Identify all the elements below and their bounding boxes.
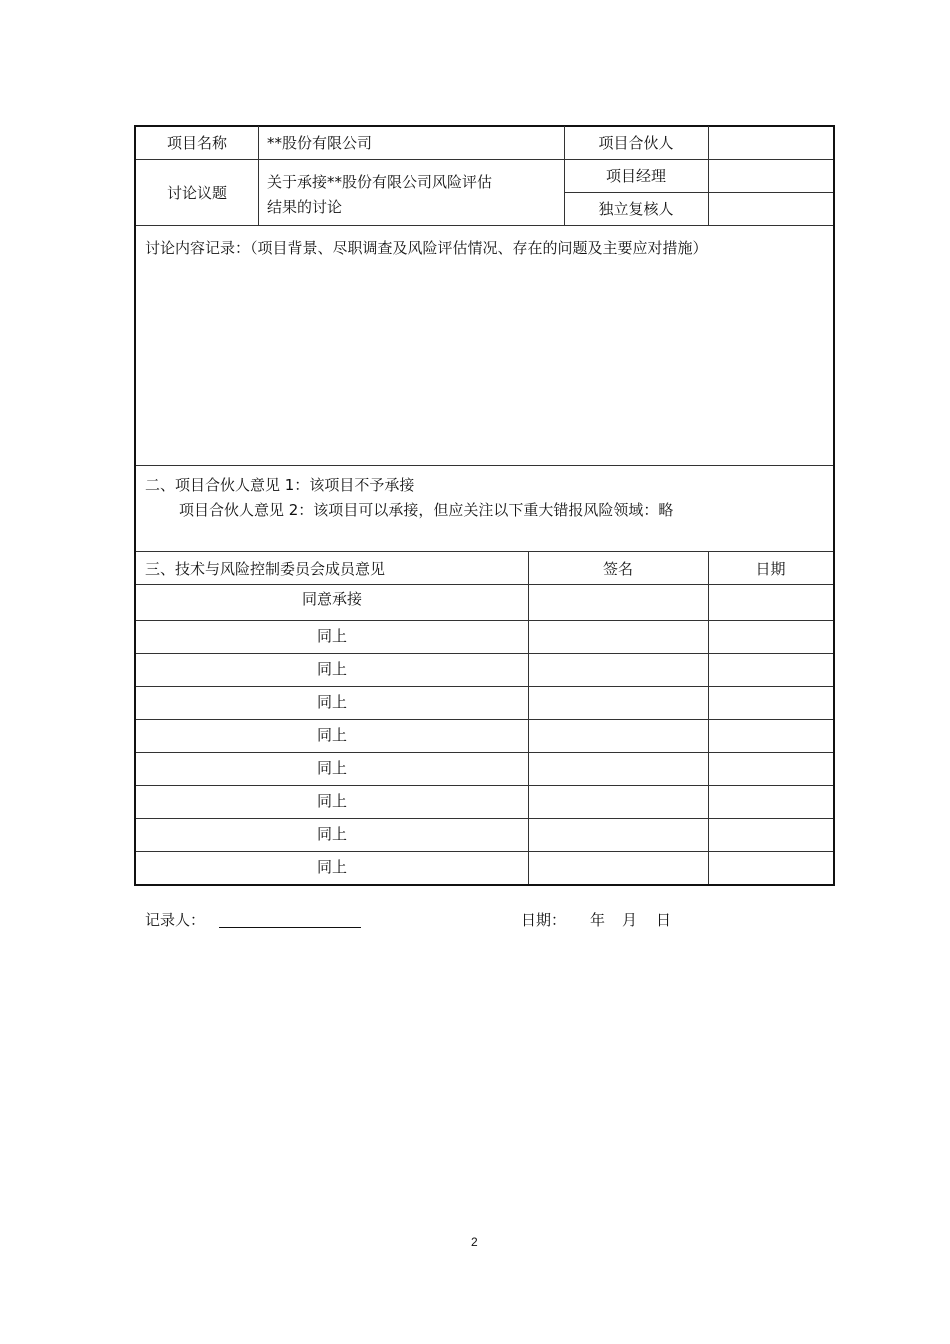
grid-line: [708, 126, 709, 226]
grid-line: [564, 192, 833, 193]
topic-value-line1: 关于承接**股份有限公司风险评估: [267, 173, 493, 191]
committee-date[interactable]: [716, 857, 826, 877]
grid-line: [136, 465, 833, 466]
committee-date[interactable]: [716, 791, 826, 811]
signature-header: 签名: [602, 560, 633, 578]
project-name-value: **股份有限公司: [267, 134, 373, 152]
committee-opinion: 同意承接: [301, 590, 362, 608]
committee-date[interactable]: [716, 824, 826, 844]
committee-opinion: 同上: [316, 759, 347, 777]
committee-opinion: 同上: [316, 858, 347, 876]
committee-signature[interactable]: [536, 659, 700, 679]
recorder-underline: [219, 927, 361, 928]
grid-line: [136, 785, 833, 786]
grid-line: [136, 686, 833, 687]
partner-label: 项目合伙人: [598, 134, 674, 152]
committee-opinion: 同上: [316, 792, 347, 810]
grid-line: [136, 653, 833, 654]
project-name-label: 项目名称: [166, 134, 227, 152]
committee-opinion: 同上: [316, 726, 347, 744]
partner-opinion-2: 项目合伙人意见 2：该项目可以承接，但应关注以下重大错报风险领域：略: [179, 501, 674, 519]
grid-line: [528, 551, 529, 884]
grid-line: [136, 159, 833, 160]
manager-value[interactable]: [716, 166, 826, 186]
topic-label: 讨论议题: [166, 184, 227, 202]
reviewer-value[interactable]: [716, 199, 826, 219]
footer-year-label: 年: [590, 911, 606, 929]
committee-date[interactable]: [716, 626, 826, 646]
committee-signature[interactable]: [536, 725, 700, 745]
partner-opinion-1: 二、项目合伙人意见 1：该项目不予承接: [145, 476, 415, 494]
recorder-value[interactable]: [220, 909, 360, 927]
grid-line: [136, 752, 833, 753]
committee-signature[interactable]: [536, 692, 700, 712]
grid-line: [258, 126, 259, 226]
committee-signature[interactable]: [536, 626, 700, 646]
committee-date[interactable]: [716, 659, 826, 679]
grid-line: [136, 719, 833, 720]
committee-header: 三、技术与风险控制委员会成员意见: [145, 560, 386, 578]
committee-signature[interactable]: [536, 592, 700, 612]
grid-line: [136, 551, 833, 552]
discussion-label: 讨论内容记录：（项目背景、尽职调查及风险评估情况、存在的问题及主要应对措施）: [145, 239, 708, 257]
grid-line: [708, 551, 709, 884]
recorder-label: 记录人：: [145, 911, 206, 929]
committee-signature[interactable]: [536, 824, 700, 844]
committee-opinion: 同上: [316, 825, 347, 843]
footer-day-label: 日: [656, 911, 672, 929]
grid-line: [136, 584, 833, 585]
committee-date[interactable]: [716, 758, 826, 778]
committee-date[interactable]: [716, 725, 826, 745]
partner-value[interactable]: [716, 133, 826, 153]
grid-line: [136, 620, 833, 621]
date-header: 日期: [755, 560, 786, 578]
footer-month-label: 月: [622, 911, 638, 929]
committee-signature[interactable]: [536, 791, 700, 811]
committee-date[interactable]: [716, 692, 826, 712]
manager-label: 项目经理: [605, 167, 666, 185]
grid-line: [136, 851, 833, 852]
grid-line: [136, 225, 833, 226]
reviewer-label: 独立复核人: [598, 200, 674, 218]
committee-opinion: 同上: [316, 627, 347, 645]
committee-date[interactable]: [716, 592, 826, 612]
grid-line: [136, 818, 833, 819]
committee-signature[interactable]: [536, 857, 700, 877]
committee-opinion: 同上: [316, 693, 347, 711]
footer-date-label: 日期：: [521, 911, 567, 929]
committee-opinion: 同上: [316, 660, 347, 678]
topic-value-line2: 结果的讨论: [267, 198, 343, 216]
page-number: 2: [471, 1235, 478, 1249]
committee-signature[interactable]: [536, 758, 700, 778]
